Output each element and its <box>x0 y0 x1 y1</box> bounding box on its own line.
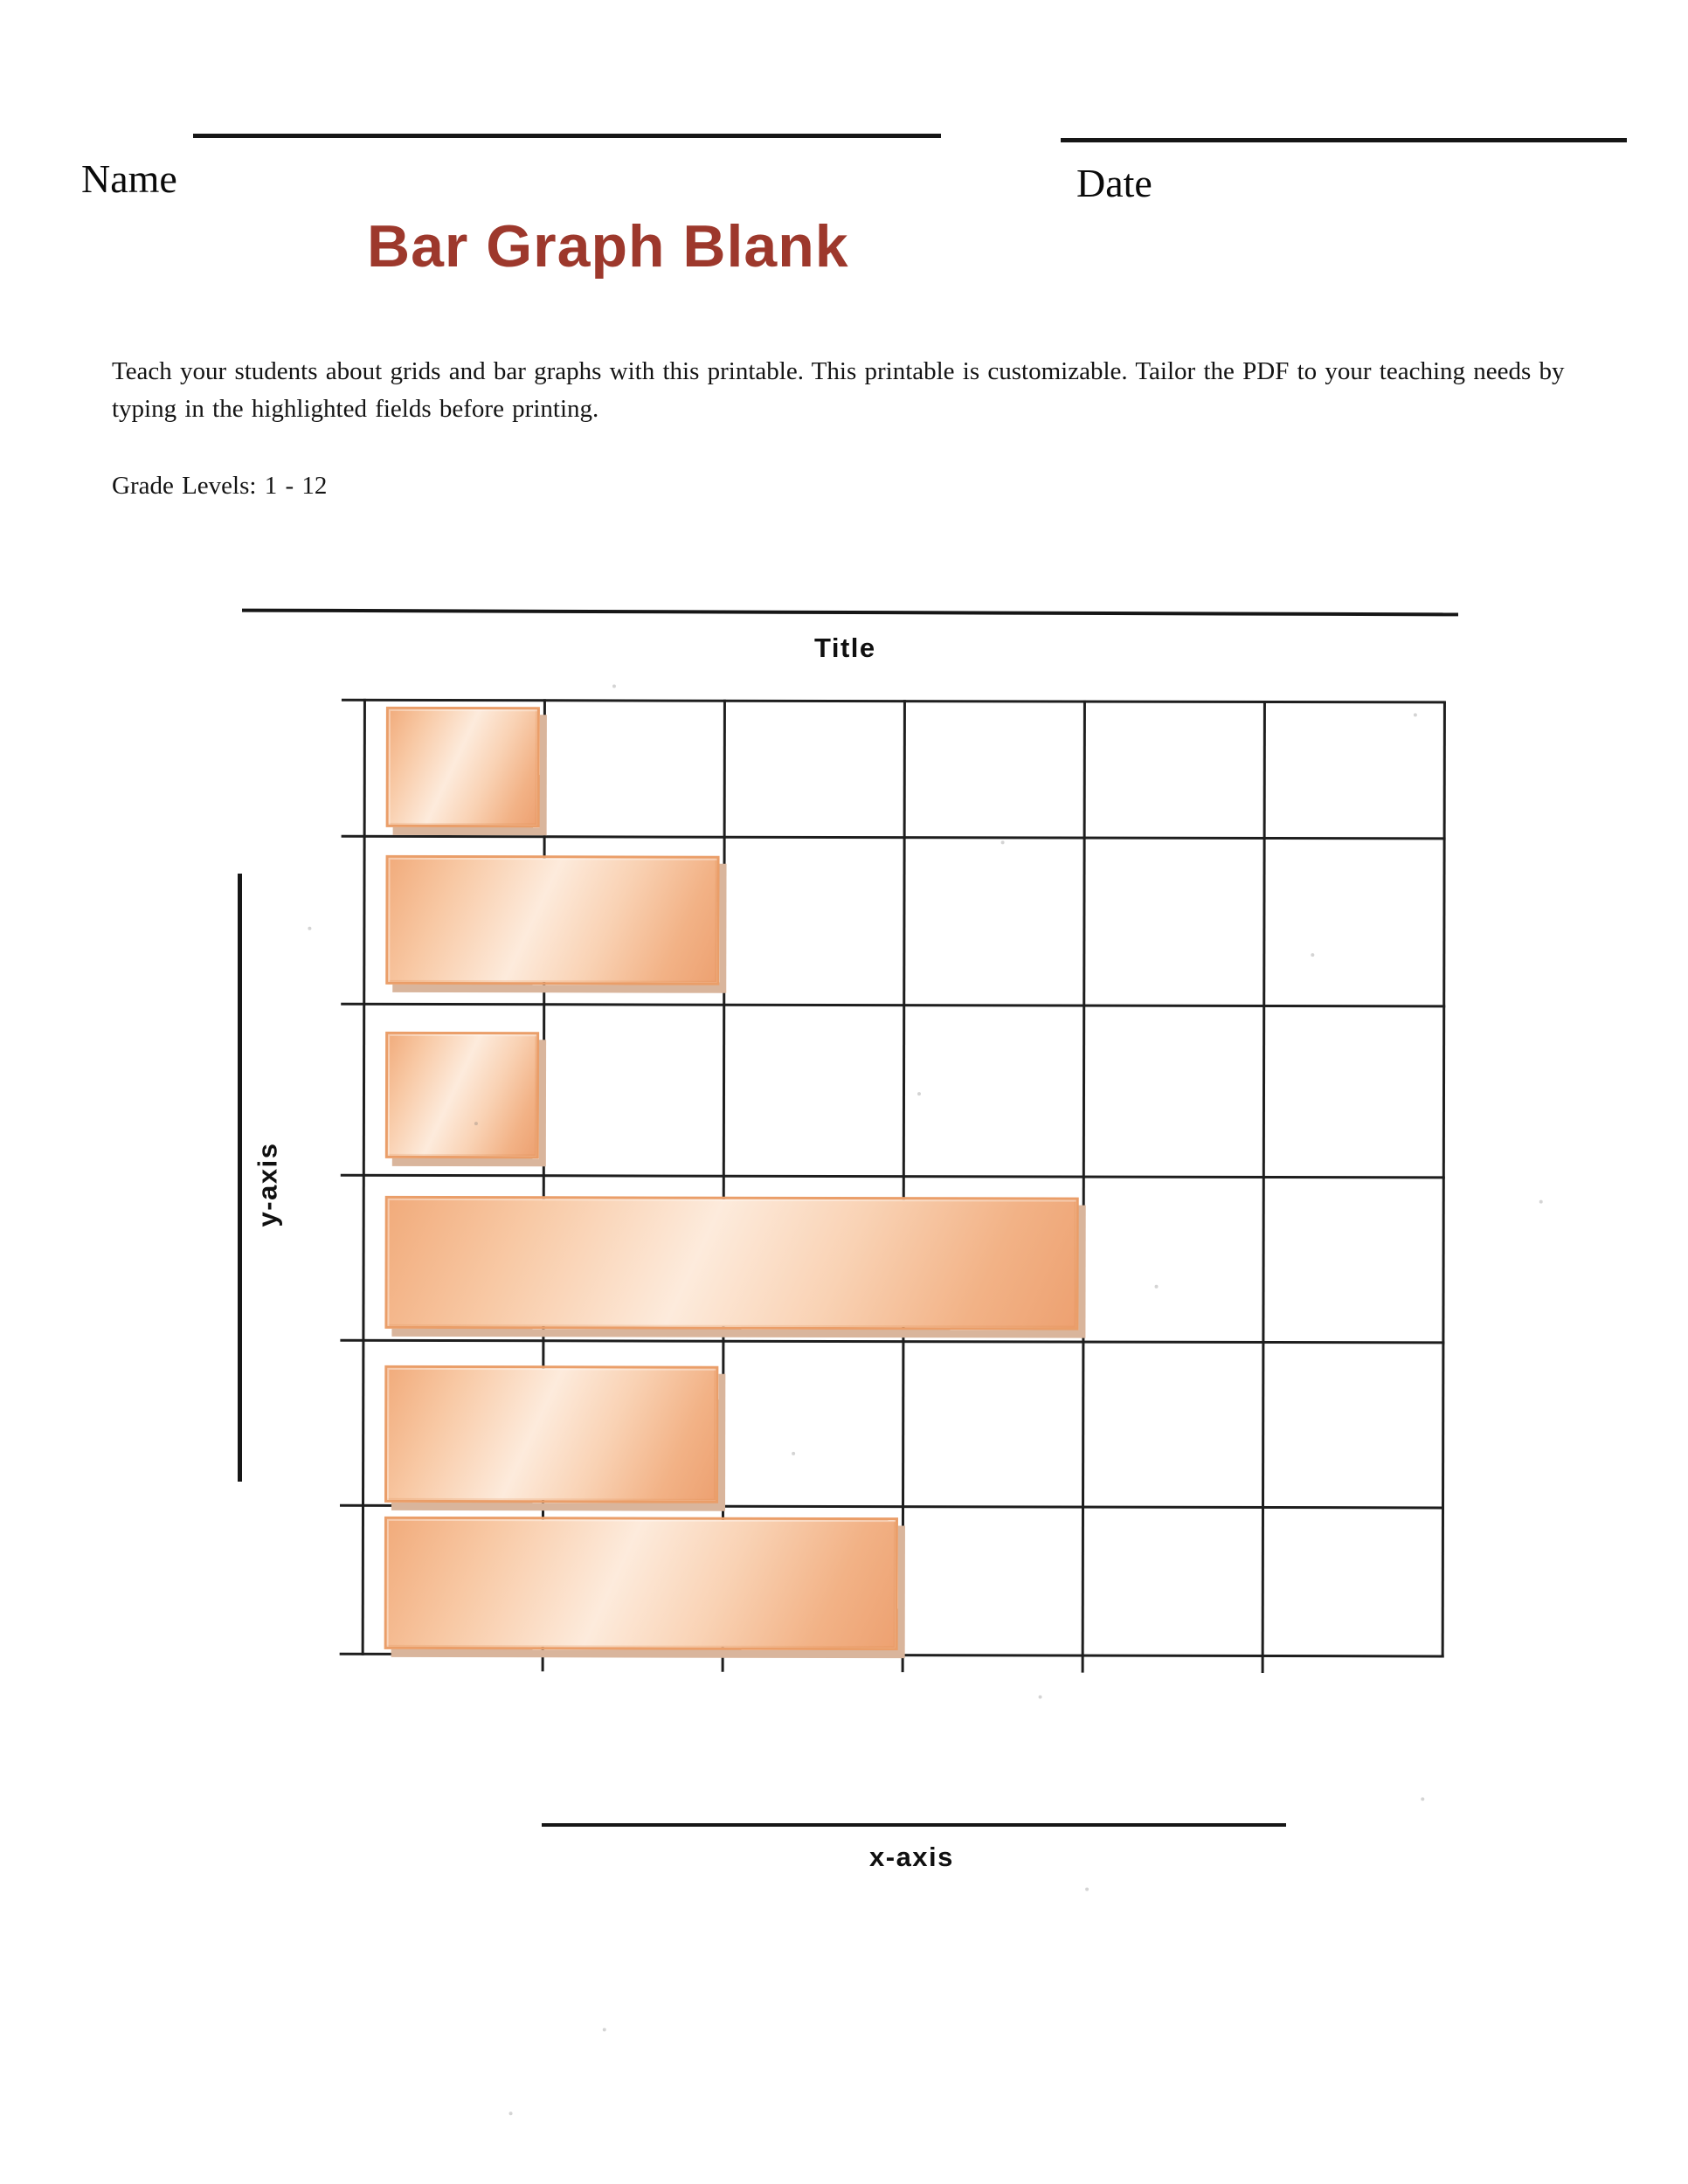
gridline-horizontal-2 <box>341 1003 1445 1008</box>
bar-row-2 <box>385 855 719 985</box>
gridline-vertical-3 <box>902 700 906 1672</box>
chart-title-label: Title <box>814 632 876 663</box>
y-axis-label: y-axis <box>252 1142 283 1227</box>
scan-speck-4 <box>308 927 311 930</box>
scan-speck-6 <box>1421 1797 1424 1800</box>
gridline-horizontal-0 <box>342 699 1446 704</box>
y-axis-fill-in-rule <box>238 874 242 1482</box>
gridline-horizontal-4 <box>340 1339 1444 1344</box>
scan-speck-0 <box>612 684 616 688</box>
gridline-vertical-6 <box>1442 701 1446 1657</box>
date-label: Date <box>1076 161 1152 205</box>
x-axis-label: x-axis <box>869 1842 954 1872</box>
gridline-horizontal-1 <box>342 835 1446 840</box>
scan-speck-5 <box>792 1452 795 1455</box>
bar-row-4 <box>384 1196 1078 1330</box>
gridline-vertical-5 <box>1262 701 1266 1673</box>
bar-row-6 <box>384 1517 898 1650</box>
scan-speck-10 <box>1155 1285 1159 1289</box>
scan-speck-14 <box>1039 1695 1042 1698</box>
bar-row-3 <box>385 1032 539 1158</box>
scan-speck-13 <box>1539 1200 1543 1204</box>
scan-speck-12 <box>917 1092 921 1095</box>
description-text: Teach your students about grids and bar graphs with this printable. This printable is customizable. Tailor the PDF to your teaching needs by typing in the highlighted fields before printing. <box>112 357 1565 423</box>
scan-speck-7 <box>1085 1888 1089 1891</box>
gridline-horizontal-5 <box>340 1504 1444 1510</box>
grade-levels-text: Grade Levels: 1 - 12 <box>112 472 328 500</box>
scan-speck-1 <box>1414 713 1417 716</box>
name-label: Name <box>81 156 177 201</box>
page-title: Bar Graph Blank <box>367 213 849 280</box>
gridline-vertical-0 <box>362 699 366 1655</box>
scan-speck-9 <box>474 1122 478 1125</box>
x-axis-fill-in-rule <box>542 1823 1286 1827</box>
bar-row-5 <box>384 1365 718 1503</box>
scan-speck-3 <box>1311 953 1314 957</box>
scan-speck-11 <box>509 2111 513 2115</box>
gridline-horizontal-6 <box>340 1653 1444 1658</box>
scan-speck-2 <box>1001 840 1005 844</box>
gridline-vertical-4 <box>1082 701 1086 1673</box>
scan-speck-8 <box>603 2028 606 2031</box>
gridline-horizontal-3 <box>341 1174 1445 1179</box>
bar-row-1 <box>386 707 540 827</box>
